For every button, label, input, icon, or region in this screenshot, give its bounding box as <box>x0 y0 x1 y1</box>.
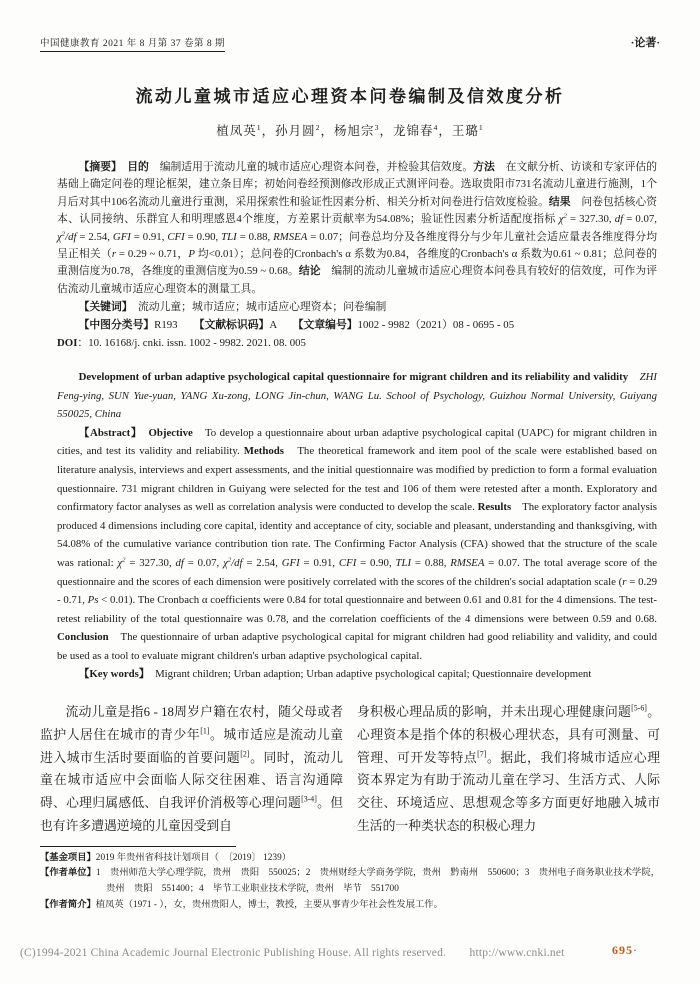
body-text-columns <box>40 701 660 838</box>
title-en: Development of urban adaptive psychological capital questionnaire for migrant children and its reliability and validity ZHI Feng-ying, SUN Yue-yuan, YANG Xu-zong, LONG Jin-chun, WANG Lu. School of Psychology, Guizhou Normal University, Guiyang 550025, China <box>57 370 657 421</box>
page-footer <box>20 944 680 960</box>
author-bio-note: 【作者简介】植凤英（1971 - ），女，贵州贵阳人，博士，教授，主要从事青少年社会性发展工作。 <box>40 899 443 910</box>
classification-line: 【中图分类号】R193 【文献标识码】A 【文章编号】1002 - 9982（2021）08 - 0695 - 05 <box>78 318 515 331</box>
english-abstract-block <box>57 368 657 684</box>
page-number-value: 695 <box>612 943 633 957</box>
chinese-abstract-block <box>57 159 657 352</box>
page-number-dot: · <box>633 943 638 957</box>
copyright-watermark: (C)1994-2021 China Academic Journal Electronic Publishing House. All rights reserved. http://www.cnki.net <box>20 947 565 959</box>
body-right-column: 身积极心理品质的影响，并未出现心理健康问题[5-6]。心理资本是指个体的积极心理状态，具有可测量、可管理、可开发等特点[7]。据此，我们将城市适应心理资本界定为有助于流动儿童在学习、生活方式、人际交往、环境适应、思想观念等多方面更好地融入城市生活的一种类状态的积极心理力 <box>357 703 661 834</box>
page-header <box>40 34 660 52</box>
authors-line: 植凤英$^1$，孙月圆$^2$，杨旭宗$^3$，龙锦春$^4$，王璐$^1$ <box>216 122 484 138</box>
keywords-en: 【Key words】 Migrant children; Urban adaption; Urban adaptive psychological capital; Questionnaire development <box>78 668 592 681</box>
journal-issue-line: 中国健康教育 2021 年 8 月第 37 卷第 8 期 <box>40 35 225 52</box>
abstract-cn: 【摘要】 目的 编制适用于流动儿童的城市适应心理资本问卷，并检验其信效度。方法 在文献分析、访谈和专家评估的基础上确定问卷的理论框架，建立条目库；初始问卷经预测修改形成正式测评问卷。选取贵阳市731名流动儿童进行施测，1个月后对其中106名流动儿童进行重测，采用探索性和验证性因素分析、相关分析对问卷进行信效度检验。结果 问卷包括核心资本、认同接纳、乐群宜人和明理感恩4个维度，方差累计贡献率为54.08%；验证性因素分析适配度指标 $\chi^2 = 327.30$, df = 0.07, $\chi^2/df = 2.54$, GFI = 0.91, CFI = 0.90, TLI = 0.88, RMSEA = 0.07；问卷总均分及各维度得分与少年儿童社会适应量表各维度得分均呈正相关（r = 0.29 ~ 0.71，P 均<0.01）；总问卷的Cronbach's α 系数为0.84，各维度的Cronbach's α 系数为0.61 ~ 0.81；总问卷的重测信度为0.78，各维度的重测信度为0.59 ~ 0.68。结论 编制的流动儿童城市适应心理资本问卷具有较好的信效度，可作为评估流动儿童城市适应心理资本的测量工具。 <box>57 161 658 295</box>
body-left-column: 流动儿童是指6 - 18周岁户籍在农村，随父母或者监护人居住在城市的青少年[1]。城市适应是流动儿童进入城市生活时要面临的首要问题[2]。同时，流动儿童在城市适应中会面临人际交往困难、语言沟通障碍、心理归属感低、自我评价消极等心理问题[3-4]。但也有许多遭遇逆境的儿童因受到自 <box>40 705 344 834</box>
fund-project-note: 【基金项目】2019 年贵州省科技计划项目（ 〔2019〕 1239） <box>40 852 292 863</box>
column-section-label: ·论著· <box>630 37 660 49</box>
author-affiliations-note: 【作者单位】1 贵州师范大学心理学院，贵州 贵阳 550025；2 贵州财经大学商务学院，贵州 黔南州 550600；3 贵州电子商务职业技术学院，贵州 贵阳 551400；4 毕节工业职业技术学院，贵州 毕节 551700 <box>40 868 660 895</box>
page-number <box>612 943 638 958</box>
doi-line: DOI：10. 16168/j. cnki. issn. 1002 - 9982. 2021. 08. 005 <box>57 336 306 349</box>
footnotes-block <box>40 851 660 913</box>
footnote-separator-rule <box>40 846 236 847</box>
article-title-cn: 流动儿童城市适应心理资本问卷编制及信效度分析 <box>135 87 565 106</box>
keywords-cn: 【关键词】 流动儿童；城市适应；城市适应心理资本；问卷编制 <box>78 300 387 313</box>
abstract-en: 【Abstract】 Objective To develop a questionnaire about urban adaptive psychological capital (UAPC) for migrant children in cities, and test its validity and reliability. Methods The theoretical framework and item pool of the scale were established based on literature analysis, interviews and expert assessments, and the initial questionnaire was modified by prediction to form a formal evaluation questionnaire. 731 migrant children in Guiyang were selected for the test and 106 of them were retested after a month. Exploratory and confirmatory factor analyses as well as correlation analysis were conducted to develop the scale. Results The exploratory factor analysis produced 4 dimensions including core capital, identity and acceptance of city, sociable and pleasant, understanding and thanksgiving, with 54.08% of the cumulative variance contribution tion rate. The Confirming Factor Analysis (CFA) showed that the structure of the scale was rational: $\chi^2 = 327.30$, df = 0.07, $\chi^2/df = 2.54$, GFI = 0.91, CFI = 0.90, TLI = 0.88, RMSEA = 0.07. The total average score of the questionnaire and the scores of each dimension were positively correlated with the scores of the children's social adaptation scale (r = 0.29 - 0.71, Ps < 0.01). The Cronbach α coefficients were 0.84 for total questionnaire and between 0.61 and 0.81 for the 4 dimensions. The test-retest reliability of the total questionnaire was 0.78, and the correlation coefficients of the 4 dimensions were between 0.59 and 0.68. Conclusion The questionnaire of urban adaptive psychological capital for migrant children had good reliability and validity, and could be used as a tool to evaluate migrant children's urban adaptive psychological capital. <box>57 426 658 662</box>
